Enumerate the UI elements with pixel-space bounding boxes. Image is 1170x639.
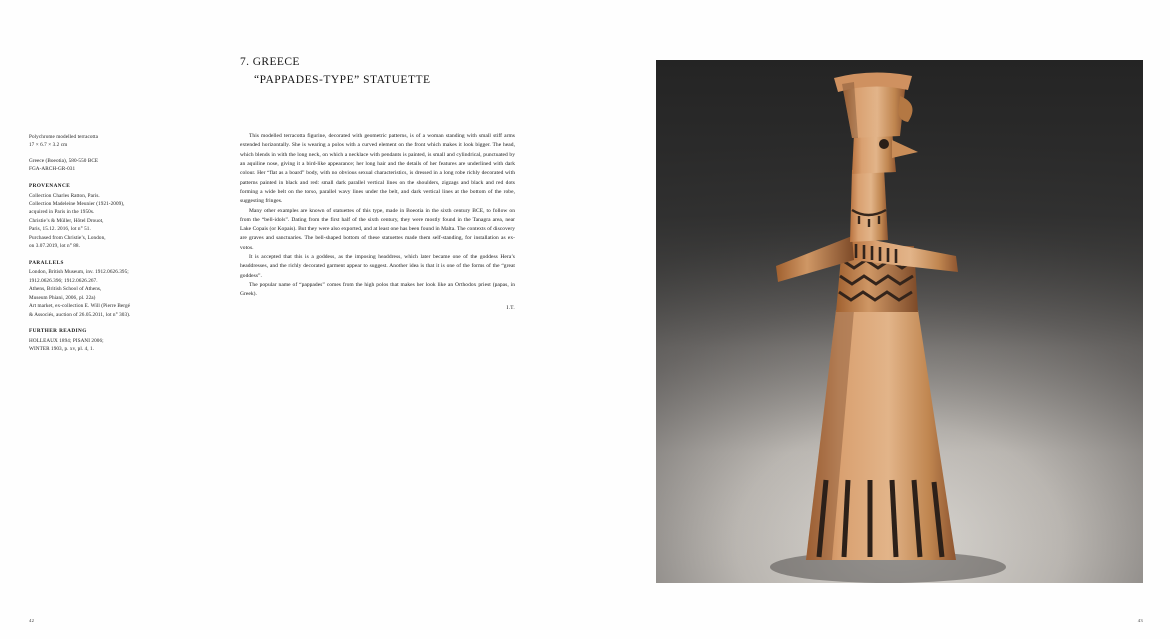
catalogue-heading — [240, 56, 570, 68]
further-reading-line: HOLLEAUX 1894; PISANI 2006; — [29, 337, 104, 344]
material-line: Polychrome modelled terracotta — [29, 134, 98, 140]
provenance-line: on 3.07.2019, lot n° 88. — [29, 243, 80, 250]
provenance-line: Purchased from Christie’s, London, — [29, 234, 106, 241]
statuette-neck — [850, 168, 888, 242]
parallels-line: & Associés, auction of 26.05.2011, lot n° 303). — [29, 311, 131, 318]
statuette-nose — [892, 140, 918, 158]
polos-front-curve — [898, 96, 912, 122]
catalogue-country: GREECE — [252, 56, 300, 68]
origin-line: Greece (Boeotia), 580-550 BCE — [29, 157, 99, 164]
provenance-line: Collection Charles Ratton, Paris. — [29, 192, 100, 199]
dimensions-line: 17 × 6.7 × 3.2 cm — [29, 142, 68, 149]
body-text-column — [240, 132, 515, 313]
further-reading-heading: FURTHER READING — [29, 328, 87, 335]
parallels-line: Art market, ex-collection E. Will (Pierre Bergé — [29, 303, 131, 310]
object-photograph — [656, 60, 1143, 583]
parallels-line: Athens, British School of Athens, — [29, 286, 102, 293]
body-paragraph: It is accepted that this is a goddess, as the imposing headdress, which later became one of the goddess Hera’s headdresses, and the richly decorated garment appear to suggest. Another idea is that it is one of the forms of the “great goddess”. — [240, 254, 515, 279]
catalogue-number: 7. — [240, 56, 250, 68]
parallels-line: 1912.0626.396; 1912.0626.267. — [29, 277, 98, 284]
body-paragraph: Many other examples are known of statuettes of this type, made in Boeotia in the sixth century BCE, to follow on from the “bell-idols”. Dating from the first half of the sixth century, they were mostly found in the Tanagra area, near Lake Copais (or Kopais). But they were also exported, and at least one has been found in Malta. The contexts of discovery are graves and sanctuaries. The bell-shaped bottom of these statuettes made them self-standing, for installation as ex-votos. — [240, 207, 515, 251]
body-paragraph: This modelled terracotta figurine, decorated with geometric patterns, is of a woman standing with small stiff arms extended horizontally. She is wearing a polos with a curved element on the front which makes it look bigger. The head, which blends in with the long neck, on which a necklace with pendants is painted, is small and cylindrical, punctuated by an aquiline nose, giving it a bird-like appearance; her long hair and the details of her features are underlined with dark colour. Her “flat as a board” body, with no obvious sexual characteristics, is dressed in a long robe richly decorated with patterns painted in black and red: small dark parallel vertical lines on the shoulders, zigzags and black and red dots forming a wide belt on the torso, parallel wavy lines under the belt, and dark vertical lines at the bottom of the robe, suggesting fringes. — [240, 133, 515, 205]
origin-block — [29, 157, 149, 174]
material-block — [29, 133, 149, 150]
parallels-heading: PARALLELS — [29, 259, 64, 266]
object-metadata-column — [29, 133, 149, 362]
terracotta-statuette-figure — [656, 60, 1143, 583]
page-title-group — [240, 56, 570, 86]
parallels-line: London, British Museum, inv. 1912.0626.395; — [29, 269, 129, 276]
object-title: “PAPPADES-TYPE” STATUETTE — [254, 74, 431, 86]
parallels-line: Museum Phiani, 2006, pl. 22a) — [29, 294, 96, 301]
statuette-eye — [879, 139, 889, 149]
further-reading-block — [29, 327, 149, 354]
folio-right: 43 — [1137, 618, 1143, 623]
author-initials: I.T. — [506, 304, 515, 311]
parallels-block — [29, 259, 149, 319]
folio-left: 42 — [29, 618, 35, 623]
provenance-block — [29, 182, 149, 251]
body-paragraph: The popular name of “pappades” comes from the high polos that makes her look like an Orthodox priest (papas, in Greek). — [240, 282, 515, 298]
provenance-line: Paris, 15.12. 2016, lot n° 51. — [29, 226, 91, 233]
further-reading-line: WINTER 1903, p. xv, pl. 4, 1. — [29, 346, 95, 353]
provenance-line: Collection Madeleine Meunier (1921-2009), — [29, 201, 125, 208]
inventory-line: FGA-ARCH-GR-031 — [29, 166, 76, 173]
provenance-line: acquired in Paris in the 1950s. — [29, 209, 95, 216]
provenance-heading: PROVENANCE — [29, 182, 71, 189]
provenance-line: Christie’s & Müller, Hôtel Drouot, — [29, 217, 104, 224]
